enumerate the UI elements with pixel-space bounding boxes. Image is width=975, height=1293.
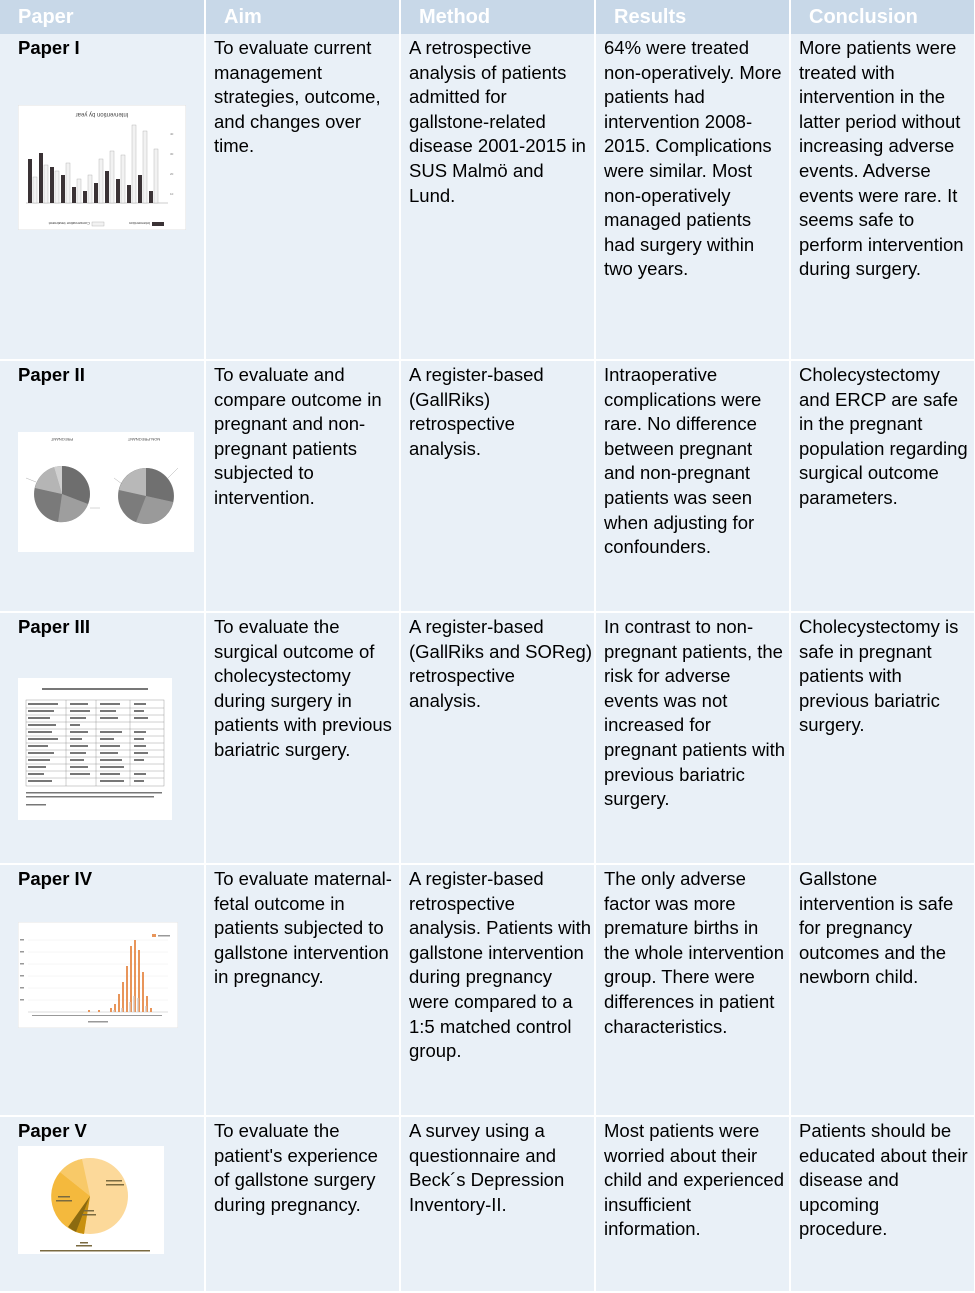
thumbnail-title: Intervention by year — [75, 110, 129, 117]
aim-cell: To evaluate maternal-fetal outcome in patients subjected to gallstone intervention in pregnancy. — [205, 864, 400, 1116]
table-row — [0, 360, 975, 612]
results-cell: In contrast to non-pregnant patients, the risk for adverse events was not increased for pregnant patients with previous bariatric surgery. — [595, 612, 790, 864]
method-cell: A retrospective analysis of patients admitted for gallstone-related disease 2001-2015 in SUS Malmö and Lund. — [400, 34, 595, 360]
method-cell: A survey using a questionnaire and Beck´s Depression Inventory-II. — [400, 1116, 595, 1292]
header-paper: Paper — [0, 0, 205, 34]
conclusion-cell: Cholecystectomy and ERCP are safe in the pregnant population regarding surgical outcome parameters. — [790, 360, 975, 612]
histogram-thumbnail — [18, 922, 178, 1028]
aim-cell: To evaluate current management strategies, outcome, and changes over time. — [205, 34, 400, 360]
header-method: Method — [400, 0, 595, 34]
table-row — [0, 864, 975, 1116]
thumbnail-label: NON-PREGNANT — [127, 436, 161, 442]
paper-cell — [0, 612, 205, 864]
header-results: Results — [595, 0, 790, 34]
svg-text:20: 20 — [170, 171, 174, 176]
aim-cell: To evaluate the patient's experience of gallstone surgery during pregnancy. — [205, 1116, 400, 1292]
conclusion-cell: More patients were treated with intervention in the latter period without increasing adverse events. Adverse events were rare. It seems safe to perform intervention during surgery. — [790, 34, 975, 360]
pie-charts-thumbnail — [18, 432, 194, 552]
header-row — [0, 0, 975, 34]
paper-cell — [0, 34, 205, 360]
paper-label: Paper III — [18, 616, 90, 637]
header-aim: Aim — [205, 0, 400, 34]
header-conclusion: Conclusion — [790, 0, 975, 34]
pie-pregnant — [34, 466, 90, 522]
table-row — [0, 34, 975, 360]
paper-label: Paper V — [18, 1120, 87, 1141]
paper-label: Paper I — [18, 37, 80, 58]
conclusion-cell: Gallstone intervention is safe for pregnancy outcomes and the newborn child. — [790, 864, 975, 1116]
pie-chart-thumbnail — [18, 1146, 164, 1254]
table-row — [0, 612, 975, 864]
svg-text:30: 30 — [170, 151, 174, 156]
results-cell: Most patients were worried about their child and experienced insufficient information. — [595, 1116, 790, 1292]
table-row — [0, 1116, 975, 1292]
legend-item: Conservative treatment — [48, 220, 90, 226]
table-thumbnail — [18, 678, 172, 820]
conclusion-cell: Cholecystectomy is safe in pregnant patients with previous bariatric surgery. — [790, 612, 975, 864]
thumbnail-label: PREGNANT — [50, 436, 74, 442]
bar-chart-thumbnail — [18, 105, 186, 230]
results-cell: Intraoperative complications were rare. No difference between pregnant and non-pregnant patients was seen when adjusting for confounders. — [595, 360, 790, 612]
paper-cell — [0, 360, 205, 612]
paper-label: Paper II — [18, 364, 85, 385]
results-cell: 64% were treated non-operatively. More patients had intervention 2008-2015. Complications were similar. Most non-operatively managed patients had surgery within two years. — [595, 34, 790, 360]
svg-text:10: 10 — [170, 191, 174, 196]
svg-text:40: 40 — [170, 131, 174, 136]
paper-label: Paper IV — [18, 868, 93, 889]
method-cell: A register-based (GallRiks) retrospective analysis. — [400, 360, 595, 612]
aim-cell: To evaluate and compare outcome in pregnant and non-pregnant patients subjected to intervention. — [205, 360, 400, 612]
aim-cell: To evaluate the surgical outcome of cholecystectomy during surgery in patients with previous bariatric surgery. — [205, 612, 400, 864]
paper-cell — [0, 1116, 205, 1292]
method-cell: A register-based (GallRiks and SOReg) retrospective analysis. — [400, 612, 595, 864]
pie-non-pregnant — [118, 468, 174, 524]
method-cell: A register-based retrospective analysis. Patients with gallstone intervention during pregnancy were compared to a 1:5 matched control group. — [400, 864, 595, 1116]
results-cell: The only adverse factor was more premature births in the whole intervention group. There were differences in patient characteristics. — [595, 864, 790, 1116]
legend-item: Intervention — [129, 220, 150, 226]
paper-cell — [0, 864, 205, 1116]
conclusion-cell: Patients should be educated about their disease and upcoming procedure. — [790, 1116, 975, 1292]
